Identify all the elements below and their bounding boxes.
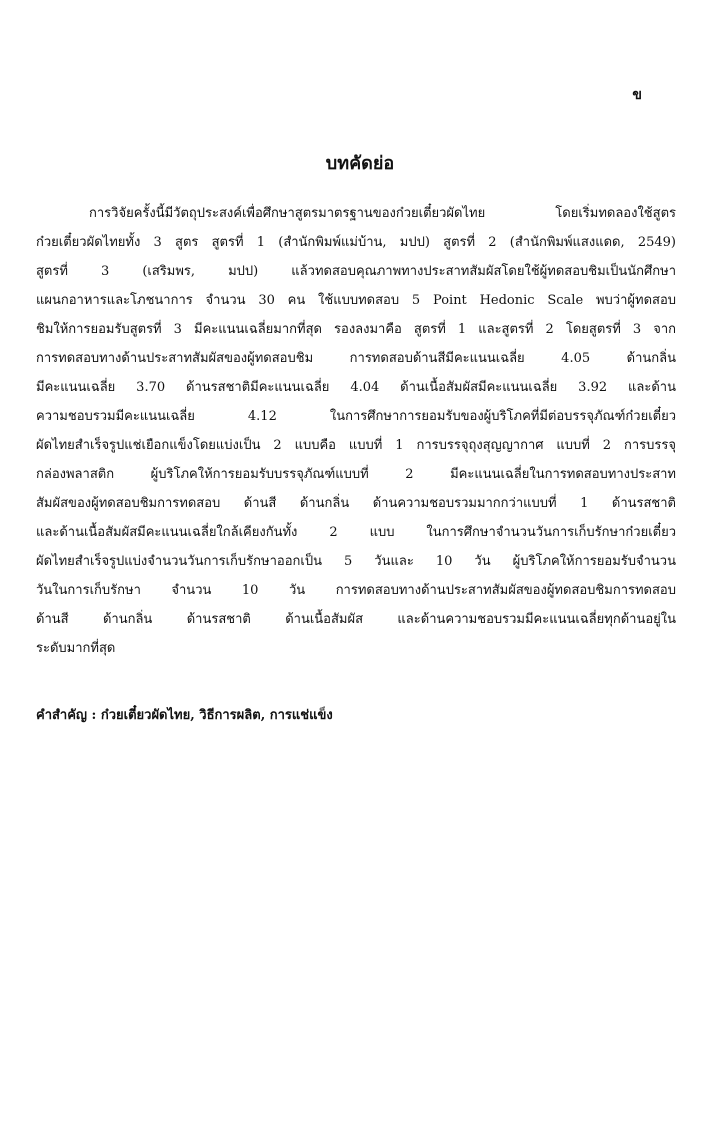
keywords: คำสำคัญ : ก๋วยเตี๋ยวผัดไทย, วิธีการผลิต, การแช่แข็ง (36, 708, 333, 723)
abstract-line: และด้านเนื้อสัมผัสมีคะแนนเฉลี่ยใกล้เคียงกันทั้ง 2 แบบ ในการศึกษาจำนวนวันการเก็บรักษาก๋วยเตี๋ยว (36, 525, 676, 540)
abstract-title: บทคัดย่อ (325, 153, 395, 174)
abstract-line: กล่องพลาสติก ผู้บริโภคให้การยอมรับบรรจุภัณฑ์แบบที่ 2 มีคะแนนเฉลี่ยในการทดสอบทางประสาท (36, 467, 676, 482)
abstract-body (36, 199, 676, 663)
abstract-line: ผัดไทยสำเร็จรูปแช่เยือกแข็งโดยแบ่งเป็น 2 แบบคือ แบบที่ 1 การบรรจุถุงสุญญากาศ แบบที่ 2 การบรรจุ (36, 438, 676, 453)
abstract-line: วันในการเก็บรักษา จำนวน 10 วัน การทดสอบทางด้านประสาทสัมผัสของผู้ทดสอบชิมการทดสอบ (36, 583, 676, 598)
abstract-line: มีคะแนนเฉลี่ย 3.70 ด้านรสชาติมีคะแนนเฉลี่ย 4.04 ด้านเนื้อสัมผัสมีคะแนนเฉลี่ย 3.92 และด้าน (36, 380, 676, 395)
abstract-line: ระดับมากที่สุด (36, 641, 116, 656)
abstract-line: แผนกอาหารและโภชนาการ จำนวน 30 คน ใช้แบบทดสอบ 5 Point Hedonic Scale พบว่าผู้ทดสอบ (36, 293, 676, 308)
page-number: ข (632, 87, 642, 103)
abstract-line: สัมผัสของผู้ทดสอบชิมการทดสอบ ด้านสี ด้านกลิ่น ด้านความชอบรวมมากกว่าแบบที่ 1 ด้านรสชาติ (36, 496, 676, 511)
abstract-line: การทดสอบทางด้านประสาทสัมผัสของผู้ทดสอบชิม การทดสอบด้านสีมีคะแนนเฉลี่ย 4.05 ด้านกลิ่น (36, 351, 676, 366)
abstract-line: ด้านสี ด้านกลิ่น ด้านรสชาติ ด้านเนื้อสัมผัส และด้านความชอบรวมมีคะแนนเฉลี่ยทุกด้านอยู่ใน (36, 612, 676, 627)
abstract-line: ก๋วยเตี๋ยวผัดไทยทั้ง 3 สูตร สูตรที่ 1 (สำนักพิมพ์แม่บ้าน, มปป) สูตรที่ 2 (สำนักพิมพ์แสงแดด, 2549) (36, 235, 676, 250)
abstract-line: ผัดไทยสำเร็จรูปแบ่งจำนวนวันการเก็บรักษาออกเป็น 5 วันและ 10 วัน ผู้บริโภคให้การยอมรับจำนวน (36, 554, 676, 569)
abstract-line: ความชอบรวมมีคะแนนเฉลี่ย 4.12 ในการศึกษาการยอมรับของผู้บริโภคที่มีต่อบรรจุภัณฑ์ก๋วยเตี๋ยว (36, 409, 676, 424)
abstract-line: สูตรที่ 3 (เสริมพร, มปป) แล้วทดสอบคุณภาพทางประสาทสัมผัสโดยใช้ผู้ทดสอบชิมเป็นนักศึกษา (36, 264, 676, 279)
abstract-line: การวิจัยครั้งนี้มีวัตถุประสงค์เพื่อศึกษาสูตรมาตรฐานของก๋วยเตี๋ยวผัดไทย โดยเริ่มทดลองใช้สูตร (89, 206, 676, 221)
abstract-line: ชิมให้การยอมรับสูตรที่ 3 มีคะแนนเฉลี่ยมากที่สุด รองลงมาคือ สูตรที่ 1 และสูตรที่ 2 โดยสูตรที่ 3 จาก (36, 322, 676, 337)
